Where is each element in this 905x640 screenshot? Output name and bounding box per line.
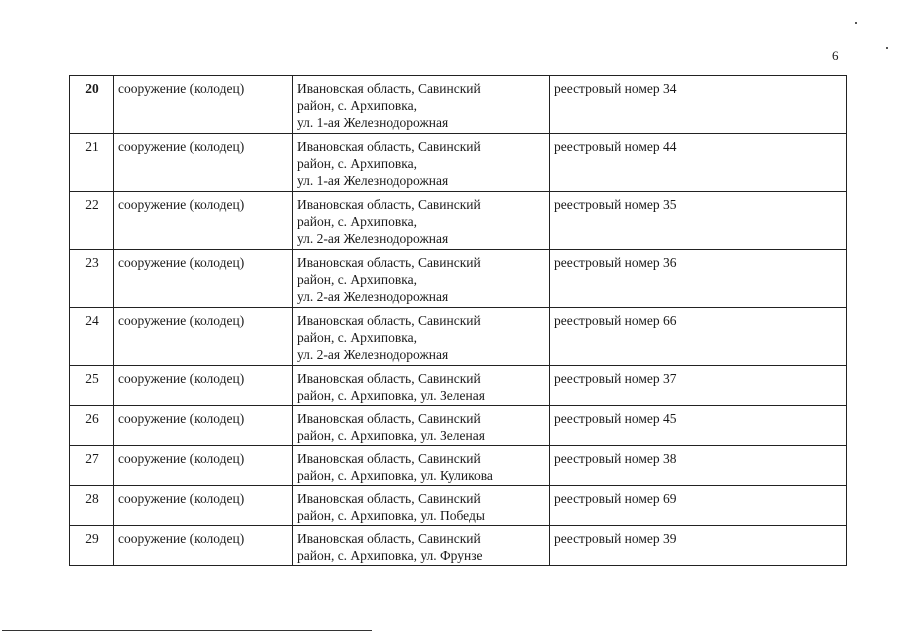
address-line: район, с. Архиповка, ул. Куликова	[297, 468, 493, 483]
object-type-cell: сооружение (колодец)	[114, 192, 293, 250]
address-cell	[293, 366, 550, 406]
address-line: ул. 1-ая Железнодорожная	[297, 115, 449, 130]
object-type-cell: сооружение (колодец)	[114, 486, 293, 526]
table-row	[70, 308, 847, 366]
table-row	[70, 192, 847, 250]
address-line: район, с. Архиповка, ул. Победы	[297, 508, 485, 523]
address-line: Ивановская область, Савинский	[297, 491, 481, 506]
address-line: ул. 2-ая Железнодорожная	[297, 289, 449, 304]
row-number-cell: 26	[70, 406, 114, 446]
object-type-cell: сооружение (колодец)	[114, 446, 293, 486]
address-cell	[293, 308, 550, 366]
address-cell	[293, 76, 550, 134]
registry-number-cell: реестровый номер 36	[550, 250, 847, 308]
object-type-cell: сооружение (колодец)	[114, 308, 293, 366]
address-line: район, с. Архиповка,	[297, 214, 417, 229]
row-number-cell: 20	[70, 76, 114, 134]
object-type-cell: сооружение (колодец)	[114, 526, 293, 566]
registry-number-cell: реестровый номер 45	[550, 406, 847, 446]
row-number-cell: 28	[70, 486, 114, 526]
address-cell	[293, 486, 550, 526]
address-line: район, с. Архиповка,	[297, 330, 417, 345]
address-line: Ивановская область, Савинский	[297, 531, 481, 546]
object-type-cell: сооружение (колодец)	[114, 366, 293, 406]
table-row	[70, 406, 847, 446]
registry-number-cell: реестровый номер 38	[550, 446, 847, 486]
address-line: Ивановская область, Савинский	[297, 81, 481, 96]
row-number-cell: 21	[70, 134, 114, 192]
object-type-cell: сооружение (колодец)	[114, 250, 293, 308]
address-line: район, с. Архиповка, ул. Зеленая	[297, 428, 485, 443]
address-line: Ивановская область, Савинский	[297, 371, 481, 386]
address-cell	[293, 250, 550, 308]
registry-number-cell: реестровый номер 37	[550, 366, 847, 406]
registry-table	[69, 75, 847, 566]
object-type-cell: сооружение (колодец)	[114, 406, 293, 446]
scan-speck	[855, 22, 857, 24]
table-row	[70, 486, 847, 526]
table-row	[70, 366, 847, 406]
address-line: район, с. Архиповка, ул. Фрунзе	[297, 548, 483, 563]
table-row	[70, 250, 847, 308]
row-number-cell: 25	[70, 366, 114, 406]
row-number-cell: 29	[70, 526, 114, 566]
row-number-cell: 22	[70, 192, 114, 250]
page-number: 6	[832, 48, 839, 63]
address-cell	[293, 134, 550, 192]
registry-number-cell: реестровый номер 66	[550, 308, 847, 366]
scan-speck	[886, 47, 888, 49]
address-line: Ивановская область, Савинский	[297, 451, 481, 466]
object-type-cell: сооружение (колодец)	[114, 134, 293, 192]
address-line: Ивановская область, Савинский	[297, 411, 481, 426]
address-cell	[293, 192, 550, 250]
address-line: ул. 1-ая Железнодорожная	[297, 173, 449, 188]
address-cell	[293, 406, 550, 446]
address-line: Ивановская область, Савинский	[297, 313, 481, 328]
table-row	[70, 526, 847, 566]
registry-number-cell: реестровый номер 34	[550, 76, 847, 134]
table-row	[70, 134, 847, 192]
address-line: район, с. Архиповка, ул. Зеленая	[297, 388, 485, 403]
address-line: Ивановская область, Савинский	[297, 255, 481, 270]
address-line: ул. 2-ая Железнодорожная	[297, 231, 449, 246]
row-number-cell: 24	[70, 308, 114, 366]
table-row	[70, 76, 847, 134]
address-line: район, с. Архиповка,	[297, 156, 417, 171]
registry-number-cell: реестровый номер 35	[550, 192, 847, 250]
address-line: Ивановская область, Савинский	[297, 197, 481, 212]
row-number-cell: 27	[70, 446, 114, 486]
address-line: Ивановская область, Савинский	[297, 139, 481, 154]
table-row	[70, 446, 847, 486]
registry-table-body	[70, 76, 847, 566]
address-cell	[293, 526, 550, 566]
registry-number-cell: реестровый номер 39	[550, 526, 847, 566]
registry-number-cell: реестровый номер 69	[550, 486, 847, 526]
address-line: район, с. Архиповка,	[297, 272, 417, 287]
object-type-cell: сооружение (колодец)	[114, 76, 293, 134]
address-line: район, с. Архиповка,	[297, 98, 417, 113]
address-line: ул. 2-ая Железнодорожная	[297, 347, 449, 362]
bottom-rule	[2, 630, 372, 631]
registry-number-cell: реестровый номер 44	[550, 134, 847, 192]
row-number-cell: 23	[70, 250, 114, 308]
address-cell	[293, 446, 550, 486]
